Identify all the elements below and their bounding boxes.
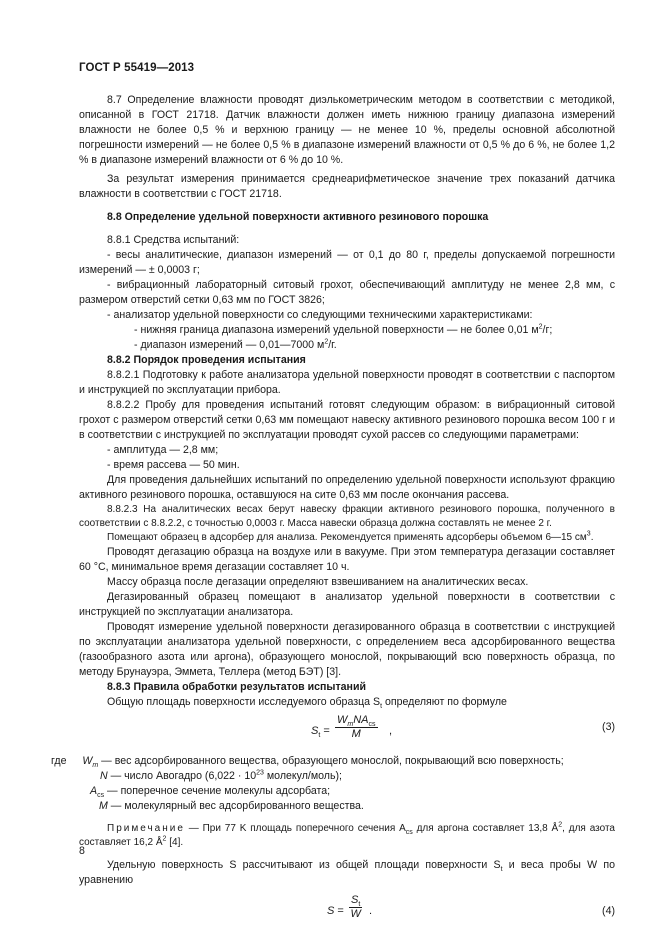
fraction-usage-text: Для проведения дальнейших испытаний по определению удельной поверхности используют фракцию активного резинового порошка, оставшуюся на сите 0,63 мм после окончания рассева. xyxy=(79,474,615,501)
formula-3-number: (3) xyxy=(602,721,615,733)
degas-text: Проводят дегазацию образца на воздухе или в вакууме. При этом температура дегазации составляет 60 °С, минимальное время дегазации составляет 10 ч. xyxy=(79,546,615,573)
section-8-8-2-3: 8.8.2.3 На аналитических весах берут навеску фракции активного резинового порошка, полученного в соответствии с 8.8.2.2, с точностью 0,0003 г. Масса навески образца должна составлять не менее 2 г. xyxy=(79,504,615,529)
equipment-item-analyzer: - анализатор удельной поверхности со следующими техническими характеристиками: xyxy=(107,309,533,321)
formula-3: $S_t$ = $W_mNA_{cs}$ M , (3) xyxy=(311,714,615,740)
formula-3-fraction: $W_mNA_{cs}$ M xyxy=(337,714,376,740)
document-body xyxy=(51,93,615,932)
equipment-item-sieve: - вибрационный лабораторный ситовый грохот, обеспечивающий амплитуду не менее 2,8 мм, с размером отверстий сетки 0,63 мм по ГОСТ 3826; xyxy=(79,279,615,306)
section-8-8-2-1: 8.8.2.1 Подготовку к работе анализатора удельной поверхности проводят в соответствии с паспортом и инструкцией по эксплуатации прибора. xyxy=(79,369,615,396)
definition-acs: $A_{cs}$ — поперечное сечение молекулы адсорбата; xyxy=(90,785,331,800)
adsorber-text: Помещают образец в адсорбер для анализа. Рекомендуется применять адсорберы объемом 6—15 $см^3$. xyxy=(107,530,594,543)
sieve-param-time: - время рассева — 50 мин. xyxy=(107,459,240,471)
section-8-7-text: 8.7 Определение влажности проводят диэлькометрическим методом в соответствии с методикой, описанной в ГОСТ 21718. Датчик влажности должен иметь нижнюю границу диапазона измерений влажности не более 0,5 % и верхнюю границу — не менее 10 %, пределы основной абсолютной погрешности измерений — не более 0,5 % в диапазоне измерений влажности от 0,5 % до 6 %, не более 1,2 % в диапазоне измерений влажности от 6 % до 10 %. xyxy=(79,94,615,166)
document-header: ГОСТ Р 55419—2013 xyxy=(79,62,195,74)
formula-4-fraction: $\frac{S_t}{W}$ xyxy=(350,894,361,920)
section-8-8-heading: 8.8 Определение удельной поверхности активного резинового порошка xyxy=(107,211,489,223)
section-8-8-2-2: 8.8.2.2 Пробу для проведения испытаний готовят следующим образом: в вибрационный ситовой грохот с размером отверстий сетки 0,63 мм помещают навеску активного резинового порошка весом 100 г и в соответствии с инструкцией по эксплуатации проводят сухой рассев со следующими параметрами: xyxy=(79,399,615,441)
definition-wm: где $W_m$ — вес адсорбированного вещества, образующего монослой, покрывающий всю поверхность; xyxy=(51,755,564,770)
section-8-7-result: За результат измерения принимается среднеарифметическое значение трех показаний датчика влажности в соответствии с ГОСТ 21718. xyxy=(79,173,615,200)
note: Примечание — При 77 K площадь поперечного сечения $A_{cs}$ для аргона составляет 13,8 $Å^2$, для азота составляет 16,2 $Å^2$ [4]. xyxy=(79,821,615,848)
formula-4: S = $\frac{S_t}{W}$ . (4) xyxy=(327,894,615,920)
formula-3-definitions xyxy=(51,754,615,814)
analyzer-spec-lower-limit: - нижняя граница диапазона измерений удельной поверхности — не более 0,01 $м^2/г$; xyxy=(134,323,553,336)
formula-4-lhs: S = xyxy=(327,905,344,917)
formula-4-number: (4) xyxy=(602,905,615,917)
sieve-param-amplitude: - амплитуда — 2,8 мм; xyxy=(107,444,219,456)
equipment-item-scales: - весы аналитические, диапазон измерений — от 0,1 до 80 г, пределы допускаемой погрешности измерений — ± 0,0003 г; xyxy=(79,249,615,276)
analyzer-spec-range: - диапазон измерений — 0,01—7000 $м^2/г$. xyxy=(134,338,337,351)
total-area-text: Общую площадь поверхности исследуемого образца $S_t$ определяют по формуле xyxy=(107,696,507,711)
section-8-8-3-title: 8.8.3 Правила обработки результатов испытаний xyxy=(107,681,366,693)
definition-n: N — число Авогадро ($6,022 \cdot 10^{23}$ молекул/моль); xyxy=(100,769,342,782)
mass-text: Массу образца после дегазации определяют взвешиванием на аналитических весах. xyxy=(107,576,529,588)
note-label: Примечание xyxy=(107,823,185,834)
degassed-text: Дегазированный образец помещают в анализатор удельной поверхности в соответствии с инструкцией по эксплуатации анализатора. xyxy=(79,591,615,618)
page-number: 8 xyxy=(79,845,85,857)
definition-m: M — молекулярный вес адсорбированного вещества. xyxy=(99,800,364,812)
formula-3-lhs: $S_t$ = xyxy=(311,725,330,740)
specific-area-text: Удельную поверхность S рассчитывают из общей площади поверхности $S_t$ и веса пробы W по уравнению xyxy=(79,859,615,886)
section-8-8-1-title: 8.8.1 Средства испытаний: xyxy=(107,234,240,246)
section-8-8-2-title: 8.8.2 Порядок проведения испытания xyxy=(107,354,306,366)
measurement-text: Проводят измерение удельной поверхности дегазированного образца в соответствии с инструкцией по эксплуатации анализатора удельной поверхности, с определением веса адсорбированного вещества (газообразного азота или аргона), образующего монослой, покрывающий всю поверхность образца, по методу Брунауэра, Эммета, Теллера (метод БЭТ) [3]. xyxy=(79,621,615,678)
